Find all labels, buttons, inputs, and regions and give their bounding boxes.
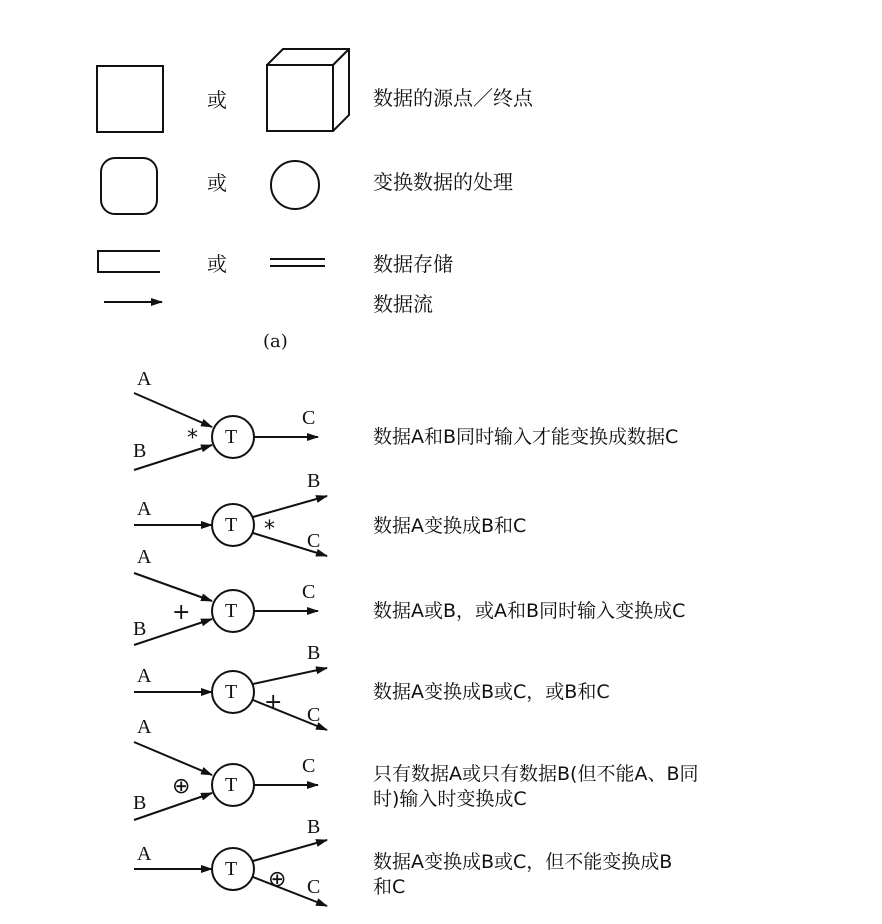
ex5-output-c-label: C <box>302 755 316 777</box>
data-store-double-line-icon <box>270 259 325 266</box>
ex6-input-a-label: A <box>137 843 152 865</box>
ex5-operator-label: ⊕ <box>172 774 191 799</box>
legend-data-store-label: 数据存储 <box>373 252 453 276</box>
ex2-operator-label: * <box>264 517 275 542</box>
ex2-output-b-label: B <box>307 470 321 492</box>
ex2-node-label: T <box>225 514 238 536</box>
ex6-description-line-1: 数据A变换成B或C，但不能变换成B <box>373 851 673 873</box>
ex2-description: 数据A变换成B和C <box>373 515 527 537</box>
ex1-description: 数据A和B同时输入才能变换成数据C <box>373 426 679 448</box>
process-rounded-rect-icon <box>101 158 157 214</box>
or-label-3: 或 <box>207 252 227 276</box>
ex6-output-b-label: B <box>307 816 321 838</box>
source-sink-square-icon <box>97 66 163 132</box>
ex3-operator-label: + <box>172 600 191 625</box>
ex3-input-b-label: B <box>133 618 147 640</box>
ex1-operator-label: * <box>187 426 198 451</box>
legend-process-label: 变换数据的处理 <box>373 170 513 194</box>
ex6-operator-label: ⊕ <box>268 867 287 892</box>
ex4-node-label: T <box>225 681 238 703</box>
ex2-output-c-label: C <box>307 530 321 552</box>
ex3-output-c-label: C <box>302 581 316 603</box>
input-flow-a <box>134 393 212 427</box>
ex6-node-label: T <box>225 858 238 880</box>
ex4-output-c-label: C <box>307 704 321 726</box>
ex3-description: 数据A或B，或A和B同时输入变换成C <box>373 600 686 622</box>
ex4-output-b-label: B <box>307 642 321 664</box>
ex5-input-a-label: A <box>137 716 152 738</box>
ex4-operator-label: + <box>264 690 283 715</box>
ex1-node-label: T <box>225 426 238 448</box>
data-store-open-rect-icon <box>98 251 160 272</box>
ex3-input-a-label: A <box>137 546 152 568</box>
output-flow-b <box>253 496 327 517</box>
source-sink-cube-icon <box>267 49 349 131</box>
ex4-description: 数据A变换成B或C，或B和C <box>373 681 610 703</box>
ex5-node-label: T <box>225 774 238 796</box>
legend-source-sink-label: 数据的源点／终点 <box>373 86 533 110</box>
legend-data-flow-label: 数据流 <box>373 292 433 316</box>
output-flow-b <box>253 840 327 861</box>
part-a-caption: (a) <box>263 331 288 352</box>
ex1-input-a-label: A <box>137 368 152 390</box>
ex6-output-c-label: C <box>307 876 321 898</box>
ex1-input-b-label: B <box>133 440 147 462</box>
output-flow-b <box>253 668 327 684</box>
input-flow-a <box>134 573 212 601</box>
or-label-1: 或 <box>207 88 227 112</box>
ex5-description-line-2: 时)输入时变换成C <box>373 788 527 810</box>
ex2-input-a-label: A <box>137 498 152 520</box>
ex4-input-a-label: A <box>137 665 152 687</box>
ex5-description-line-1: 只有数据A或只有数据B(但不能A、B同 <box>373 763 699 785</box>
ex3-node-label: T <box>225 600 238 622</box>
or-label-2: 或 <box>207 171 227 195</box>
process-circle-icon <box>271 161 319 209</box>
ex6-description-line-2: 和C <box>373 876 406 898</box>
ex1-output-c-label: C <box>302 407 316 429</box>
ex5-input-b-label: B <box>133 792 147 814</box>
input-flow-a <box>134 742 212 775</box>
